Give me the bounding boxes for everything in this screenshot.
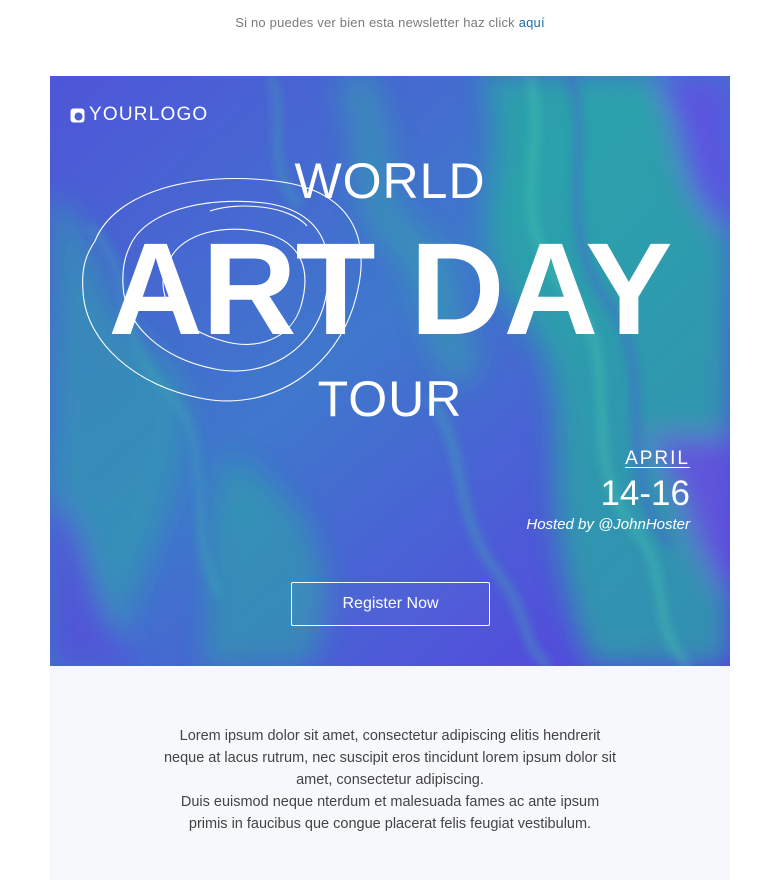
event-days: 14-16 [600,474,690,513]
content-paragraph-1: Lorem ipsum dolor sit amet, consectetur adipiscing elitis hendrerit neque at lacus rutrum, nec suscipit eros tincidunt lorem ipsum dolor sit amet, consectetur adipiscing. [163,728,617,788]
logo [70,104,208,126]
preheader-text: Si no puedes ver bien esta newsletter haz click [235,15,515,30]
title-world: WORLD [294,153,486,209]
preheader [0,15,780,30]
register-now-button[interactable]: Register Now [291,582,490,626]
content-paragraph [160,725,620,835]
square-logo-icon [70,108,85,123]
title-tour: TOUR [317,371,463,427]
content-section [50,666,730,880]
title-art-day: ART DAY [108,215,672,362]
content-paragraph-2: Duis euismod neque nterdum et malesuada fames ac ante ipsum primis in faucibus que congue placerat felis feugiat vestibulum. [180,794,600,832]
event-date-block [526,448,690,533]
preheader-link[interactable]: aquí [518,15,545,30]
event-host: Hosted by @JohnHoster [526,516,690,533]
hero-banner [50,76,730,666]
event-month: APRIL [625,448,690,469]
logo-text: YOURLOGO [89,104,209,125]
